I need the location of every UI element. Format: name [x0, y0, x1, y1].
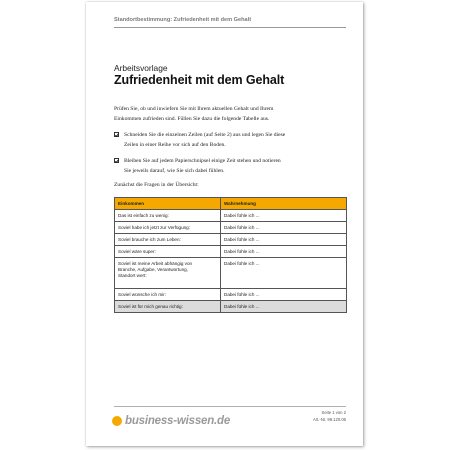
document-title: Zufriedenheit mit dem Gehalt: [114, 73, 285, 87]
table-row: [115, 210, 347, 222]
perception-cell: Dabei fühle ich ...: [221, 234, 347, 246]
income-cell-line: Standort wert:: [118, 273, 147, 278]
table-row: [115, 289, 347, 301]
worksheet-table: [114, 197, 347, 313]
income-cell: [115, 258, 221, 289]
brand-logo: [112, 415, 230, 427]
table-row: [115, 246, 347, 258]
table-row: [115, 234, 347, 246]
perception-cell: Dabei fühle ich ...: [221, 210, 347, 222]
bullet-text: [124, 156, 320, 176]
page-number: Seite 1 von 2: [321, 410, 346, 415]
table-row: [115, 258, 347, 289]
income-cell: Soviel habe ich jetzt zur Verfügung:: [115, 222, 221, 234]
income-cell-line: Soviel ist meine Arbeit abhängig von: [118, 261, 193, 266]
checkbox-icon: [114, 158, 119, 163]
income-cell: Soviel brauche ich zum Leben:: [115, 234, 221, 246]
bullet-text: [124, 130, 320, 150]
column-header-income: Einkommen: [115, 198, 221, 210]
bullet-line: Zeilen in einer Reihe vor sich auf den Boden.: [124, 142, 226, 149]
page-info: [313, 410, 346, 423]
intro-line: Einkommen zufrieden sind. Füllen Sie dazu die folgende Tabelle aus.: [114, 116, 270, 123]
income-cell: Soviel wünsche ich mir:: [115, 289, 221, 301]
table-row: [115, 222, 347, 234]
table-lead-text: Zunächst die Fragen in der Übersicht:: [114, 182, 199, 188]
document-kicker: Arbeitsvorlage: [114, 63, 168, 73]
table-row-highlighted: [115, 301, 347, 313]
income-cell: Soviel ist für mich genau richtig:: [115, 301, 221, 313]
perception-cell: Dabei fühle ich ...: [221, 222, 347, 234]
article-number: Art.-Nr. 99.120.06: [312, 416, 346, 422]
checkbox-icon: [114, 132, 119, 137]
logo-text: business-wissen.de: [125, 415, 231, 427]
income-cell-line: Branche, Aufgabe, Verantwortung,: [118, 267, 188, 272]
table-header-row: [115, 198, 347, 210]
income-cell: Das ist einfach zu wenig:: [115, 210, 221, 222]
header-divider: [114, 27, 346, 28]
footer-divider: [114, 406, 346, 407]
running-header: Standortbestimmung: Zufriedenheit mit dem Gehalt: [114, 17, 252, 23]
perception-cell: Dabei fühle ich ...: [221, 258, 347, 289]
intro-line: Prüfen Sie, ob und inwiefern Sie mit Ihrem aktuellen Gehalt und Ihrem: [114, 106, 274, 112]
perception-cell: Dabei fühle ich ...: [221, 301, 347, 313]
bullet-line: Bleiben Sie auf jedem Papierschnipsel einige Zeit stehen und notieren: [124, 158, 281, 164]
bullet-line: Schneiden Sie die einzelnen Zeilen (auf Seite 2) aus und legen Sie diese: [124, 132, 286, 138]
income-cell: Soviel wäre super:: [115, 246, 221, 258]
perception-cell: Dabei fühle ich ...: [221, 246, 347, 258]
logo-dot-icon: [112, 416, 122, 426]
column-header-perception: Wahrnehmung: [221, 198, 347, 210]
intro-paragraph: [114, 104, 324, 124]
bullet-line: Sie jeweils darauf, wie Sie sich dabei fühlen.: [124, 168, 225, 175]
perception-cell: Dabei fühle ich ...: [221, 289, 347, 301]
